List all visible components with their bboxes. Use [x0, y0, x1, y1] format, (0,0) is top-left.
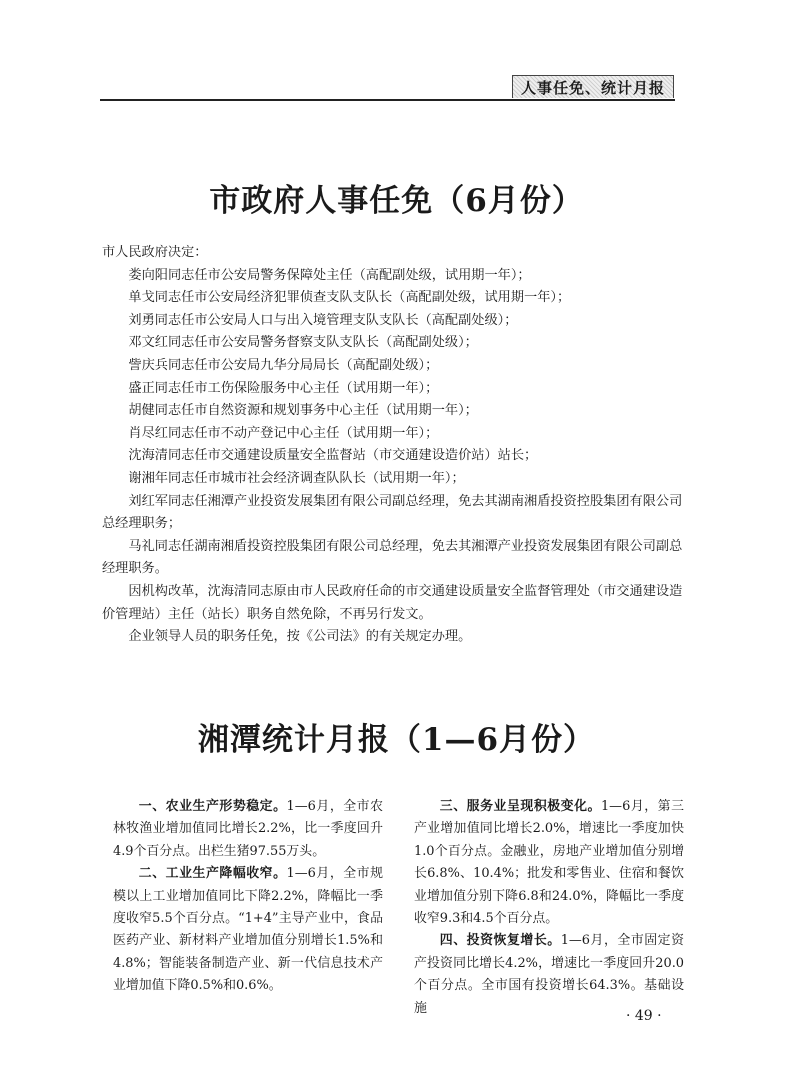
page-number: · 49 ·: [626, 1008, 662, 1024]
statistics-left-column: [113, 796, 383, 998]
appointment-item: 邓文红同志任市公安局警务督察支队支队长（高配副处级）；: [128, 335, 478, 351]
appointment-item: 沈海清同志任市交通建设质量安全监督站（市交通建设造价站）站长；: [128, 448, 538, 464]
appointment-item: 因机构改革，沈海清同志原由市人民政府任命的市交通建设质量安全监督管理处（市交通建设造价管理站）主任（站长）职务自然免除，不再另行发文。: [102, 583, 683, 622]
appointment-item: 马礼同志任湖南湘盾投资控股集团有限公司总经理，免去其湘潭产业投资发展集团有限公司副总经理职务。: [102, 538, 683, 577]
appointment-item: 娄向阳同志任市公安局警务保障处主任（高配副处级，试用期一年）；: [128, 267, 531, 283]
paragraph-heading: 二、工业生产降幅收窄。: [138, 866, 287, 882]
appointment-item: 胡健同志任市自然资源和规划事务中心主任（试用期一年）；: [128, 403, 478, 419]
statistics-paragraph: [113, 863, 383, 997]
appointment-item: 刘勇同志任市公安局人口与出入境管理支队支队长（高配副处级）；: [128, 312, 518, 328]
header-rule: [100, 99, 675, 101]
appointment-item: 谢湘年同志任市城市社会经济调查队队长（试用期一年）；: [128, 470, 465, 486]
appointments-intro: 市人民政府决定：: [102, 245, 208, 260]
statistics-title: 湘潭统计月报（1—6月份）: [197, 722, 596, 758]
appointment-item: 訾庆兵同志任市公安局九华分局局长（高配副处级）；: [128, 357, 439, 373]
statistics-right-column: [414, 796, 684, 1020]
statistics-paragraph: [414, 796, 684, 930]
paragraph-heading: 四、投资恢复增长。: [439, 933, 561, 949]
paragraph-text: 1—6月，全市固定资产投资同比增长4.2%，增速比一季度回升20.0个百分点。全市国有投资增长64.3%。基础设施: [414, 933, 685, 1016]
appointment-item: 刘红军同志任湘潭产业投资发展集团有限公司副总经理，免去其湖南湘盾投资控股集团有限公司总经理职务；: [102, 493, 683, 532]
appointments-body: [102, 242, 692, 649]
paragraph-text: 1—6月，第三产业增加值同比增长2.0%，增速比一季度加快1.0个百分点。金融业，房地产业增加值分别增长6.8%、10.4%；批发和零售业、住宿和餐饮业增加值分别下降6.8和24.0%，降幅比一季度收窄9.3和4.5个百分点。: [414, 799, 685, 927]
statistics-paragraph: [113, 796, 383, 863]
paragraph-heading: 三、服务业呈现积极变化。: [439, 799, 601, 814]
appointment-item: 单戈同志任市公安局经济犯罪侦查支队支队长（高配副处级，试用期一年）；: [128, 290, 571, 306]
section-header-label: 人事任免、统计月报: [512, 75, 674, 98]
paragraph-text: 1—6月，全市农林牧渔业增加值同比增长2.2%，比一季度回升4.9个百分点。出栏生猪97.55万头。: [113, 799, 383, 859]
appointment-item: 企业领导人员的职务任免，按《公司法》的有关规定办理。: [128, 629, 472, 645]
paragraph-text: 1—6月，全市规模以上工业增加值同比下降2.2%，降幅比一季度收窄5.5个百分点。“1+4”主导产业中，食品医药产业、新材料产业增加值分别增长1.5%和4.8%；智能装备制造产业、新一代信息技术产业增加值下降0.5%和0.6%。: [113, 866, 383, 994]
appointment-item: 盛正同志任市工伤保险服务中心主任（试用期一年）；: [128, 380, 439, 396]
appointment-item: 肖尽红同志任市不动产登记中心主任（试用期一年）；: [128, 425, 439, 441]
appointments-title: 市政府人事任免（6月份）: [209, 183, 584, 219]
paragraph-heading: 一、农业生产形势稳定。: [138, 799, 287, 814]
statistics-paragraph: [414, 930, 684, 1020]
